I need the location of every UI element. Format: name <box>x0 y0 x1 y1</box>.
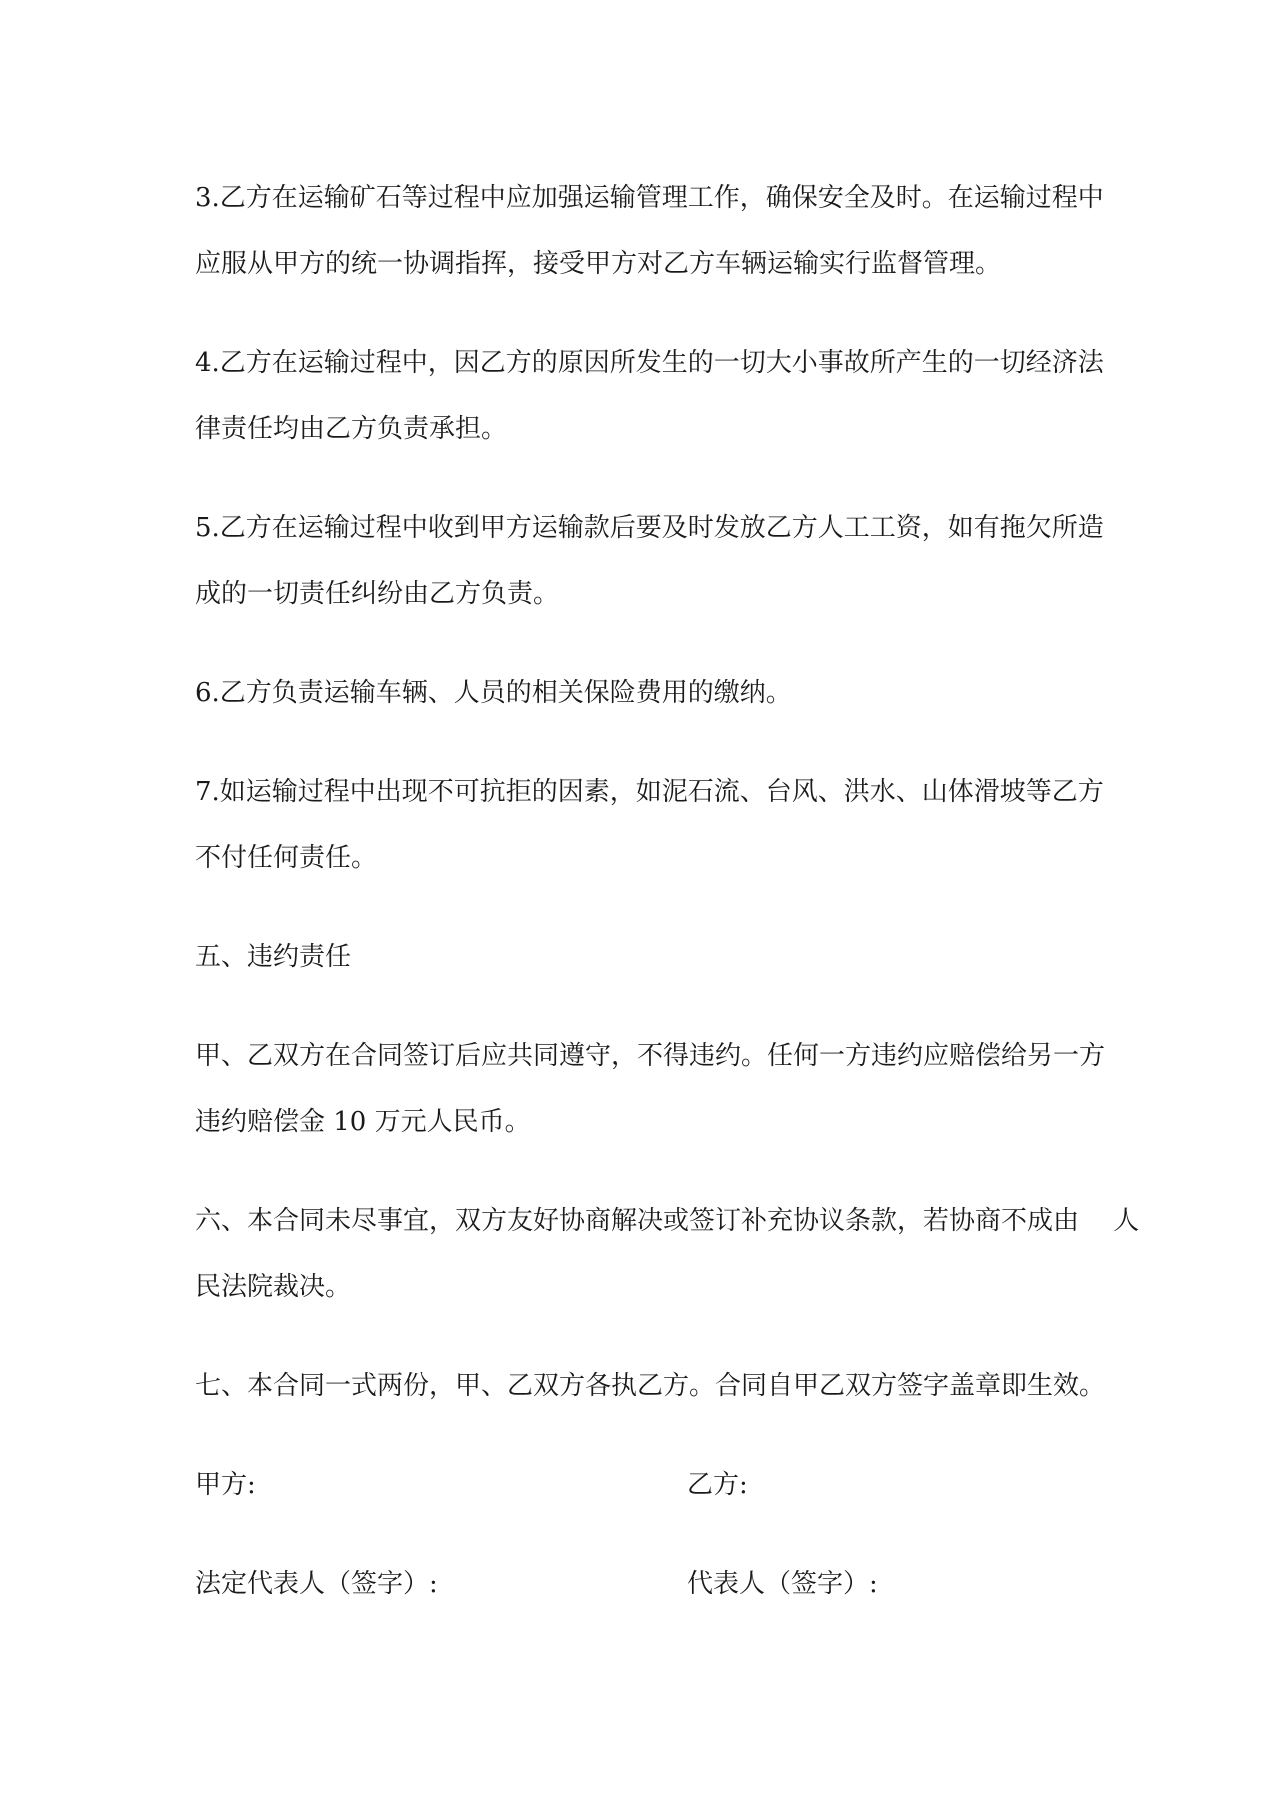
party-a-rep-label: 法定代表人（签字）: <box>195 1569 438 1599</box>
section-7-line-1: 七、本合同一式两份，甲、乙双方各执乙方。合同自甲乙双方签字盖章即生效。 <box>195 1371 1106 1401</box>
clause-5-line-1: 5.乙方在运输过程中收到甲方运输款后要及时发放乙方人工工资，如有拖欠所造 <box>195 513 1104 543</box>
clause-7-line-2: 不付任何责任。 <box>195 843 378 873</box>
party-a-label: 甲方: <box>195 1470 256 1500</box>
section-6-line-1: 六、本合同未尽事宜，双方友好协商解决或签订补充协议条款，若协商不成由 人 <box>195 1206 1140 1236</box>
clause-4-line-2: 律责任均由乙方负责承担。 <box>195 414 508 444</box>
clause-4-line-1: 4.乙方在运输过程中，因乙方的原因所发生的一切大小事故所产生的一切经济法 <box>195 348 1104 378</box>
clause-4 <box>195 330 1104 462</box>
contract-body <box>195 165 1140 1650</box>
clause-3-line-2: 应服从甲方的统一协调指挥，接受甲方对乙方车辆运输实行监督管理。 <box>195 249 1002 279</box>
clause-6-line-1: 6.乙方负责运输车辆、人员的相关保险费用的缴纳。 <box>195 678 792 708</box>
section-5-body <box>195 1023 1106 1155</box>
party-b-rep-label: 代表人（签字）: <box>687 1569 878 1599</box>
clause-6 <box>195 660 1095 726</box>
clause-3 <box>195 165 1104 297</box>
clause-7 <box>195 759 1104 891</box>
signature-party-row <box>195 1452 1095 1518</box>
clause-5 <box>195 495 1104 627</box>
section-7-body <box>195 1353 1106 1419</box>
signature-rep-row <box>195 1551 1095 1617</box>
clause-7-line-1: 7.如运输过程中出现不可抗拒的因素，如泥石流、台风、洪水、山体滑坡等乙方 <box>195 777 1104 807</box>
clause-5-line-2: 成的一切责任纠纷由乙方负责。 <box>195 579 560 609</box>
section-6-line-2: 民法院裁决。 <box>195 1272 352 1302</box>
section-5-heading: 五、违约责任 <box>195 942 352 972</box>
section-5-line-1: 甲、乙双方在合同签订后应共同遵守，不得违约。任何一方违约应赔偿给另一方 <box>195 1041 1106 1071</box>
section-6-body <box>195 1188 1140 1320</box>
clause-3-line-1: 3.乙方在运输矿石等过程中应加强运输管理工作，确保安全及时。在运输过程中 <box>195 183 1104 213</box>
section-5-line-2: 违约赔偿金 10 万元人民币。 <box>195 1107 531 1137</box>
party-b-label: 乙方: <box>687 1470 748 1500</box>
